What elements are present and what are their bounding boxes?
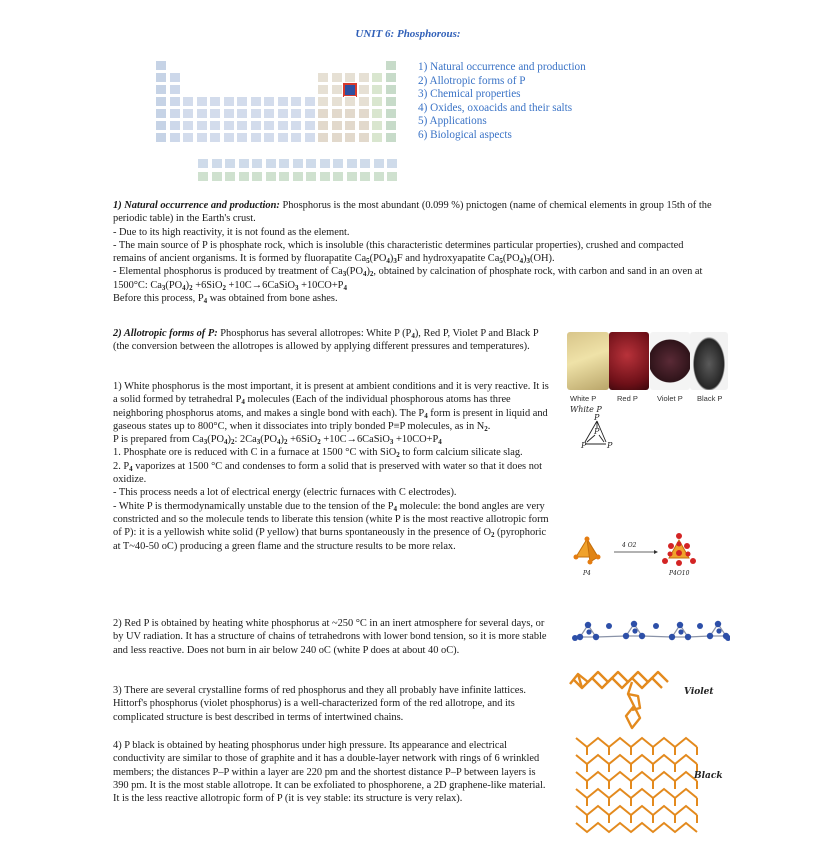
section2-heading: 2) Allotropic forms of P: <box>113 328 218 339</box>
black-label: Black <box>694 771 723 781</box>
periodic-table-cell <box>155 108 167 119</box>
periodic-table-cell <box>331 108 343 119</box>
periodic-table-cell <box>331 84 343 95</box>
oxidation-reagent: 4 O2 <box>622 542 637 549</box>
periodic-table-cell <box>223 108 235 119</box>
periodic-table-cell <box>155 60 167 71</box>
black-p-layer <box>576 789 697 798</box>
white-p-note-energy: - This process needs a lot of electrical energy (electric furnaces with C electrodes). <box>113 487 457 499</box>
periodic-table-fblock-cell <box>197 158 209 169</box>
periodic-table-fblock-cell <box>373 158 385 169</box>
red-p-atom <box>697 623 703 629</box>
periodic-table-cell <box>331 72 343 83</box>
red-p-chain-bond <box>596 636 626 637</box>
periodic-table-cell <box>371 132 383 143</box>
periodic-table-cell <box>169 96 181 107</box>
periodic-table-cell <box>358 120 370 131</box>
periodic-table-cell <box>344 72 356 83</box>
periodic-table-cell <box>236 108 248 119</box>
periodic-table-cell <box>250 120 262 131</box>
red-p-atom <box>639 633 645 639</box>
red-p-atom <box>593 634 599 640</box>
p4o10-molecule <box>662 533 696 566</box>
black-p-block: 4) P black is obtained by heating phosphorus under high pressure. Its appearance and electrical conductivity are similar to those of graphite and it has a double-layer network with rings of 6 wrinkled members; the distances P–P within a layer are 220 pm and the shortest distance P–P between layers is 390 pm. It is the most stable allotrope. It can be exfoliated to phosphorene, a 2D graphene-like material. It is the less reactive allotropic form of P (it is vey stable: its structure is very relax). <box>113 740 546 805</box>
periodic-table-fblock-cell <box>359 158 371 169</box>
periodic-table-cell <box>371 120 383 131</box>
periodic-table-cell <box>155 84 167 95</box>
tetra-atom-left: P <box>581 441 587 450</box>
red-p-atom <box>715 621 721 627</box>
periodic-table-cell <box>277 96 289 107</box>
periodic-table-cell <box>209 96 221 107</box>
p4-oxidation-figure <box>570 533 720 581</box>
red-p-atom <box>716 628 721 633</box>
periodic-table-cell <box>385 60 397 71</box>
tetra-caption: White P <box>570 405 602 414</box>
periodic-table-cell <box>155 72 167 83</box>
black-p-layer <box>576 806 697 815</box>
allotrope-photos <box>567 332 729 392</box>
periodic-table-cell <box>223 96 235 107</box>
periodic-table-cell <box>182 96 194 107</box>
red-p-chain-bond <box>642 636 672 637</box>
reactant-label: P4 <box>583 570 591 577</box>
periodic-table-fblock-cell <box>238 171 250 182</box>
white-p-preparation: P is prepared from $Ca_3(PO_4)_2$: $2Ca_3(PO_4)_2 +6SiO_2$ +10C→6CaSiO$_3$ $+10CO+P_4$ <box>113 434 442 447</box>
periodic-table-cell <box>209 108 221 119</box>
periodic-table-cell <box>344 108 356 119</box>
section1 <box>113 199 713 305</box>
violet-p-pendant <box>626 682 640 728</box>
periodic-table-cell <box>304 120 316 131</box>
periodic-table-cell <box>331 96 343 107</box>
periodic-table-fblock-cell <box>224 171 236 182</box>
periodic-table-fblock-cell <box>332 171 344 182</box>
periodic-table-cell <box>169 84 181 95</box>
periodic-table-cell <box>358 132 370 143</box>
periodic-table-fblock-cell <box>386 171 398 182</box>
red-p-atom <box>685 634 691 640</box>
periodic-table-fblock-cell <box>265 171 277 182</box>
periodic-table-fblock-cell <box>332 158 344 169</box>
periodic-table-cell <box>250 132 262 143</box>
violet-p-chain-mid <box>574 678 662 688</box>
product-label: P4O10 <box>669 570 690 577</box>
periodic-table-cell <box>263 120 275 131</box>
periodic-table-cell <box>263 108 275 119</box>
periodic-table-cell <box>358 84 370 95</box>
red-p-block: 2) Red P is obtained by heating white phosphorus at ~250 °C in an inert atmosphere for several days, or by UV radiation. It has a structure of chains of tetrahedrons with lower bond tension, so it is more stable and less reactive. Does not burn in air below 240 oC (white P does at about 40 oC). <box>113 618 547 656</box>
tetra-atom-middle: P <box>594 427 600 436</box>
periodic-table-cell <box>317 108 329 119</box>
periodic-table-fblock-cell <box>292 171 304 182</box>
periodic-table-fblock-cell <box>346 158 358 169</box>
periodic-table-cell <box>304 132 316 143</box>
section1-heading: 1) Natural occurrence and production: <box>113 200 280 211</box>
photo-label-white: White P <box>570 394 597 403</box>
periodic-table-fblock-cell <box>197 171 209 182</box>
periodic-table-cell <box>304 108 316 119</box>
violet-p-photo <box>650 332 690 390</box>
toc-item-chemical-properties[interactable]: 3) Chemical properties <box>418 88 521 100</box>
photo-label-red: Red P <box>617 394 638 403</box>
periodic-table-fblock-cell <box>251 171 263 182</box>
page-title: UNIT 6: Phosphorous: <box>355 28 461 40</box>
p4-molecule <box>574 537 601 565</box>
periodic-table-cell <box>209 120 221 131</box>
periodic-table-fblock-cell <box>238 158 250 169</box>
white-p-step1: 1. Phosphate ore is reduced with C in a furnace at 1500 °C with SiO$_2$ to form calcium silicate slag. <box>113 447 523 460</box>
phosphorus-cell-highlight <box>343 83 357 97</box>
red-p-chain-structure <box>572 612 730 650</box>
tetra-atom-top: P <box>594 413 600 422</box>
section2-intro: Phosphorus has several allotropes: White P $(P_4)$, Red P, Violet P and Black P (the conversion between the allotropes is allowed by applying different pressures and temperatures). <box>113 328 539 353</box>
black-p-photo <box>690 332 728 390</box>
section1-intro: Phosphorus is the most abundant (0.099 %) pnictogen (name of chemical elements in group 15th of the periodic table) in the Earth's crust. <box>113 200 712 225</box>
periodic-table-cell <box>155 120 167 131</box>
red-p-atom <box>631 621 637 627</box>
white-p-photo <box>567 332 609 390</box>
periodic-table-cell <box>182 108 194 119</box>
periodic-table-cell <box>304 96 316 107</box>
periodic-table-cell <box>290 120 302 131</box>
red-p-atom <box>623 633 629 639</box>
white-p-block <box>113 380 553 553</box>
red-p-atom <box>632 628 637 633</box>
section1-paragraph <box>113 199 713 226</box>
photo-label-violet: Violet P <box>657 394 683 403</box>
red-p-atom <box>586 629 591 634</box>
periodic-table-cell <box>196 132 208 143</box>
p4-tetrahedron-sketch <box>570 404 620 452</box>
periodic-table-cell <box>344 132 356 143</box>
periodic-table-fblock-cell <box>373 171 385 182</box>
periodic-table-cell <box>236 120 248 131</box>
violet-label: Violet <box>684 687 714 697</box>
periodic-table-cell <box>155 132 167 143</box>
periodic-table-cell <box>196 108 208 119</box>
periodic-table-cell <box>223 132 235 143</box>
violet-p-block: 3) There are several crystalline forms of red phosphorus and they all probably have infinite lattices. Hittorf's phosphorus (violet phosphorus) is a well-characterized form of the red allotrope, and its complicated structure is best described in terms of intertwined chains. <box>113 685 526 723</box>
periodic-table-cell <box>317 84 329 95</box>
red-p-photo <box>609 332 649 390</box>
toc-item-biological[interactable]: 6) Biological aspects <box>418 128 512 141</box>
red-p-atom <box>585 622 591 628</box>
toc-item-occurrence[interactable]: 1) Natural occurrence and production <box>418 61 586 73</box>
red-p-atom <box>677 622 683 628</box>
periodic-table-cell <box>331 132 343 143</box>
section2-intro-block <box>113 327 551 354</box>
red-p-atom <box>669 634 675 640</box>
periodic-table-cell <box>385 72 397 83</box>
periodic-table-fblock-cell <box>265 158 277 169</box>
periodic-table-fblock-cell <box>359 171 371 182</box>
periodic-table-cell <box>344 96 356 107</box>
periodic-table-cell <box>317 96 329 107</box>
red-p-atom <box>707 633 713 639</box>
periodic-table-fblock-cell <box>251 158 263 169</box>
periodic-table-cell <box>250 108 262 119</box>
periodic-table-cell <box>358 108 370 119</box>
white-p-step2: 2. $P_4$ vaporizes at 1500 °C and condenses to form a solid that is preserved with water so that it does not oxidize. <box>113 460 542 486</box>
periodic-table-fblock-cell <box>319 158 331 169</box>
periodic-table-cell <box>385 132 397 143</box>
periodic-table-cell <box>385 108 397 119</box>
periodic-table-cell <box>385 96 397 107</box>
periodic-table-cell <box>385 120 397 131</box>
periodic-table-cell <box>169 72 181 83</box>
periodic-table-fblock-cell <box>211 171 223 182</box>
periodic-table-fblock-cell <box>278 171 290 182</box>
periodic-table-image <box>155 60 401 188</box>
periodic-table-cell <box>169 120 181 131</box>
periodic-table-cell <box>371 96 383 107</box>
periodic-table-cell <box>358 96 370 107</box>
red-p-chain-bond <box>688 636 710 637</box>
periodic-table-cell <box>277 120 289 131</box>
periodic-table-cell <box>317 72 329 83</box>
periodic-table-cell <box>290 108 302 119</box>
periodic-table-fblock-cell <box>319 171 331 182</box>
black-p-layer <box>576 738 697 747</box>
periodic-table-cell <box>196 96 208 107</box>
section1-bullet-phosphate-rock: - The main source of P is phosphate rock, which is insoluble (this characteristic determines particular properties), crushed and compacted remains of ancient organisms. It is formed by fluorapatite $Ca_5(PO_4)_3F$ and hydroxyapatite $Ca_5(PO_4)_3(OH)$. <box>113 239 684 266</box>
white-p-description: 1) White phosphorus is the most important, it is present at ambient conditions and it is very reactive. It is a solid formed by tetrahedral $P_4$ molecules (Each of the individual phosphorous atoms has three neighboring phosphorus atoms, and makes a single bond with each). The $P_4$ form is present in liquid and gaseous states up to 800°C, when it dissociates into triply bonded P≡P molecules, as in $N_2$. <box>113 381 549 433</box>
periodic-table-cell <box>182 120 194 131</box>
periodic-table-fblock-cell <box>346 171 358 182</box>
periodic-table-cell <box>317 120 329 131</box>
periodic-table-cell <box>358 72 370 83</box>
periodic-table-fblock-cell <box>292 158 304 169</box>
red-p-atom <box>572 635 578 641</box>
toc-item-oxides[interactable]: 4) Oxides, oxoacids and their salts <box>418 101 573 114</box>
periodic-table-cell <box>344 120 356 131</box>
black-p-layer <box>576 755 697 764</box>
periodic-table-cell <box>290 132 302 143</box>
periodic-table-cell <box>371 108 383 119</box>
periodic-table-cell <box>317 132 329 143</box>
table-of-contents <box>418 61 586 142</box>
periodic-table-fblock-cell <box>224 158 236 169</box>
red-p-atom <box>678 629 683 634</box>
periodic-table-fblock-cell <box>211 158 223 169</box>
black-p-layer <box>576 823 697 832</box>
periodic-table-fblock-cell <box>278 158 290 169</box>
periodic-table-cell <box>263 96 275 107</box>
periodic-table-cell <box>371 72 383 83</box>
section1-closing: Before this process, $P_4$ was obtained from bone ashes. <box>113 293 338 306</box>
periodic-table-cell <box>385 84 397 95</box>
toc-item-allotropes[interactable]: 2) Allotropic forms of P <box>418 74 526 87</box>
periodic-table-cell <box>209 132 221 143</box>
periodic-table-cell <box>371 84 383 95</box>
periodic-table-cell <box>331 120 343 131</box>
black-p-structure <box>572 732 742 844</box>
red-p-atom <box>653 623 659 629</box>
toc-item-applications[interactable]: 5) Applications <box>418 115 487 127</box>
periodic-table-cell <box>236 132 248 143</box>
periodic-table-cell <box>290 96 302 107</box>
periodic-table-cell <box>236 96 248 107</box>
periodic-table-cell <box>250 96 262 107</box>
periodic-table-fblock-cell <box>386 158 398 169</box>
section1-bullet-reactivity: - Due to its high reactivity, it is not found as the element. <box>113 226 350 238</box>
periodic-table-cell <box>223 120 235 131</box>
red-p-atom <box>606 623 612 629</box>
periodic-table-cell <box>169 108 181 119</box>
periodic-table-cell <box>277 132 289 143</box>
section1-bullet-production: - Elemental phosphorus is produced by treatment of $Ca_3(PO_4)_2$, obtained by calcination of phosphate rock, with carbon and sand in an oven at 1500°C: $Ca_3(PO_4)_2 +6SiO_2$ +10C→6CaSiO$_3$ $+10CO+P_4$ <box>113 266 703 292</box>
periodic-table-cell <box>277 108 289 119</box>
black-p-layer <box>576 772 697 781</box>
periodic-table-cell <box>169 132 181 143</box>
periodic-table-fblock-cell <box>305 171 317 182</box>
periodic-table-cell <box>196 120 208 131</box>
periodic-table-fblock-cell <box>305 158 317 169</box>
tetra-atom-right: P <box>607 441 613 450</box>
white-p-note-instability: - White P is thermodynamically unstable due to the tension of the $P_4$ molecule: the bond angles are very constricted and so the molecule tends to liberate this tension (white P is the most reactive allotropic form of P): it is a yellowish white solid (P yellow) that burns spontaneously in the presence of $O_2$ (pyrophoric at T~40-50 oC) producing a green flame and the structure results to be more relax. <box>113 500 549 552</box>
periodic-table-cell <box>182 132 194 143</box>
periodic-table-cell <box>155 96 167 107</box>
violet-p-structure <box>568 662 728 732</box>
photo-label-black: Black P <box>697 394 723 403</box>
periodic-table-cell <box>263 132 275 143</box>
